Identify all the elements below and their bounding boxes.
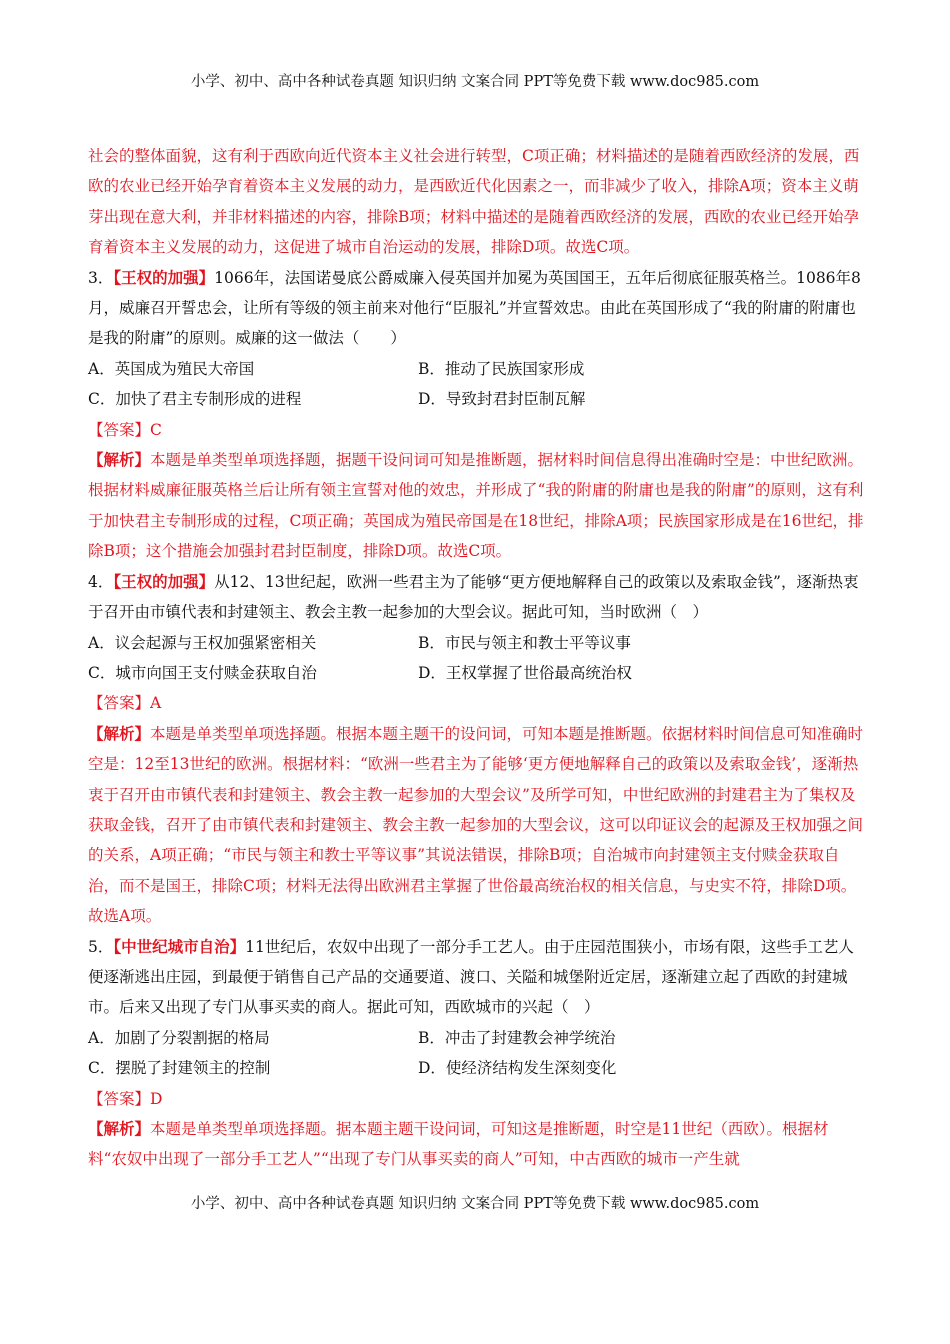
analysis-label: 【解析】 bbox=[88, 1119, 151, 1138]
option-b: B．冲击了封建教会神学统治 bbox=[418, 1028, 616, 1047]
analysis-label: 【解析】 bbox=[88, 723, 151, 743]
options bbox=[88, 1023, 866, 1084]
option-d: D．导致封君封臣制瓦解 bbox=[418, 390, 586, 409]
continued-analysis: 社会的整体面貌，这有利于西欧向近代资本主义社会进行转型，C项正确；材料描述的是随着西欧经济的发展，西欧的农业已经开始孕育着资本主义发展的动力，是西欧近代化因素之一，而非减少了收入，排除A项；资本主义萌芽出现在意大利，并非材料描述的内容，排除B项；材料中描述的是随着西欧经济的发展，西欧的农业已经开始孕育着资本主义发展的动力，这促进了城市自治运动的发展，排除D项。故选C项。 bbox=[88, 147, 860, 257]
option-c: C．加快了君主专制形成的进程 bbox=[88, 390, 302, 409]
document-body bbox=[88, 141, 866, 1175]
stem-text: 从12、13世纪起，欧洲一些君主为了能够“更方便地解释自己的政策以及索取金钱”，逐渐热衷于召开由市镇代表和封建领主、教会主教一起参加的大型会议。据此可知，当时欧洲（ ） bbox=[88, 572, 859, 622]
analysis bbox=[88, 719, 866, 932]
option-c: C．城市向国王支付赎金获取自治 bbox=[88, 663, 317, 682]
option-d: D．王权掌握了世俗最高统治权 bbox=[418, 663, 632, 682]
analysis-text: 本题是单类型单项选择题。根据本题主题干的设问词，可知本题是推断题。依据材料时间信息可知准确时空是：12至13世纪的欧洲。根据材料：“欧洲一些君主为了能够‘更方便地解释自己的政策以及索取金钱’，逐渐热衷于召开由市镇代表和封建领主、教会主教一起参加的大型会议”及所学可知，中世纪欧洲的封建君主为了集权及获取金钱，召开了由市镇代表和封建领主、教会主教一起参加的大型会议，这可以印证议会的起源及王权加强之间的关系，A项正确；“市民与领主和教士平等议事”其说法错误，排除B项；自治城市向封建领主支付赎金获取自治，而不是国王，排除C项；材料无法得出欧洲君主掌握了世俗最高统治权的相关信息，与史实不符，排除D项。故选A项。 bbox=[88, 724, 864, 926]
analysis-text: 本题是单类型单项选择题，据题干设问词可知是推断题，据材料时间信息得出准确时空是：中世纪欧洲。根据材料威廉征服英格兰后让所有领主宣誓对他的效忠，并形成了“我的附庸的附庸也是我的附庸”的原则，这有利于加快君主专制形成的过程，C项正确；英国成为殖民帝国是在18世纪，排除A项；民族国家形成是在16世纪，排除B项；这个措施会加强封君封臣制度，排除D项。故选C项。 bbox=[88, 451, 864, 561]
question-number: 4． bbox=[88, 572, 114, 591]
answer: 【答案】A bbox=[88, 694, 162, 713]
option-d: D．使经济结构发生深刻变化 bbox=[418, 1059, 617, 1078]
option-a: A．议会起源与王权加强紧密相关 bbox=[88, 633, 317, 652]
stem-text: 11世纪后，农奴中出现了一部分手工艺人。由于庄园范围狭小，市场有限，这些手工艺人便逐渐逃出庄园，到最便于销售自己产品的交通要道、渡口、关隘和城堡附近定居，逐渐建立起了西欧的封建城市。后来又出现了专门从事买卖的商人。据此可知，西欧城市的兴起（ ） bbox=[88, 937, 854, 1017]
options bbox=[88, 628, 866, 689]
question-stem bbox=[88, 567, 866, 628]
stem-text: 1066年，法国诺曼底公爵威廉入侵英国并加冕为英国国王，五年后彻底征服英格兰。1086年8月，威廉召开誓忠会，让所有等级的领主前来对他行“臣服礼”并宣誓效忠。由此在英国形成了“我的附庸的附庸也是我的附庸”的原则。威廉的这一做法（ ） bbox=[88, 268, 861, 348]
option-a: A．英国成为殖民大帝国 bbox=[88, 359, 255, 378]
option-a: A．加剧了分裂割据的格局 bbox=[88, 1028, 270, 1047]
analysis bbox=[88, 445, 866, 567]
option-b: B．市民与领主和教士平等议事 bbox=[418, 633, 631, 652]
option-c: C．摆脱了封建领主的控制 bbox=[88, 1059, 271, 1078]
question-stem bbox=[88, 932, 866, 1023]
analysis-text: 本题是单类型单项选择题。据本题主题干设问词，可知这是推断题，时空是11世纪（西欧）。根据材料“农奴中出现了一部分手工艺人”“出现了专门从事买卖的商人”可知，中古西欧的城市一产生就 bbox=[88, 1120, 829, 1169]
question-number: 5． bbox=[88, 937, 114, 956]
question-number: 3． bbox=[88, 268, 114, 287]
question-5 bbox=[88, 932, 866, 1175]
topic-tag: 【王权的加强】 bbox=[113, 571, 215, 591]
question-3 bbox=[88, 263, 866, 567]
topic-tag: 【王权的加强】 bbox=[113, 267, 215, 287]
answer: 【答案】C bbox=[88, 420, 162, 439]
options bbox=[88, 354, 866, 415]
question-4 bbox=[88, 567, 866, 932]
page-footer: 小学、初中、高中各种试卷真题 知识归纳 文案合同 PPT等免费下载 www.doc985.com bbox=[190, 1196, 760, 1212]
analysis-label: 【解析】 bbox=[88, 450, 151, 470]
topic-tag: 【中世纪城市自治】 bbox=[113, 936, 246, 956]
page-header: 小学、初中、高中各种试卷真题 知识归纳 文案合同 PPT等免费下载 www.doc985.com bbox=[190, 74, 760, 90]
option-b: B．推动了民族国家形成 bbox=[418, 359, 585, 378]
analysis bbox=[88, 1114, 866, 1175]
question-stem bbox=[88, 263, 866, 354]
answer: 【答案】D bbox=[88, 1089, 163, 1108]
